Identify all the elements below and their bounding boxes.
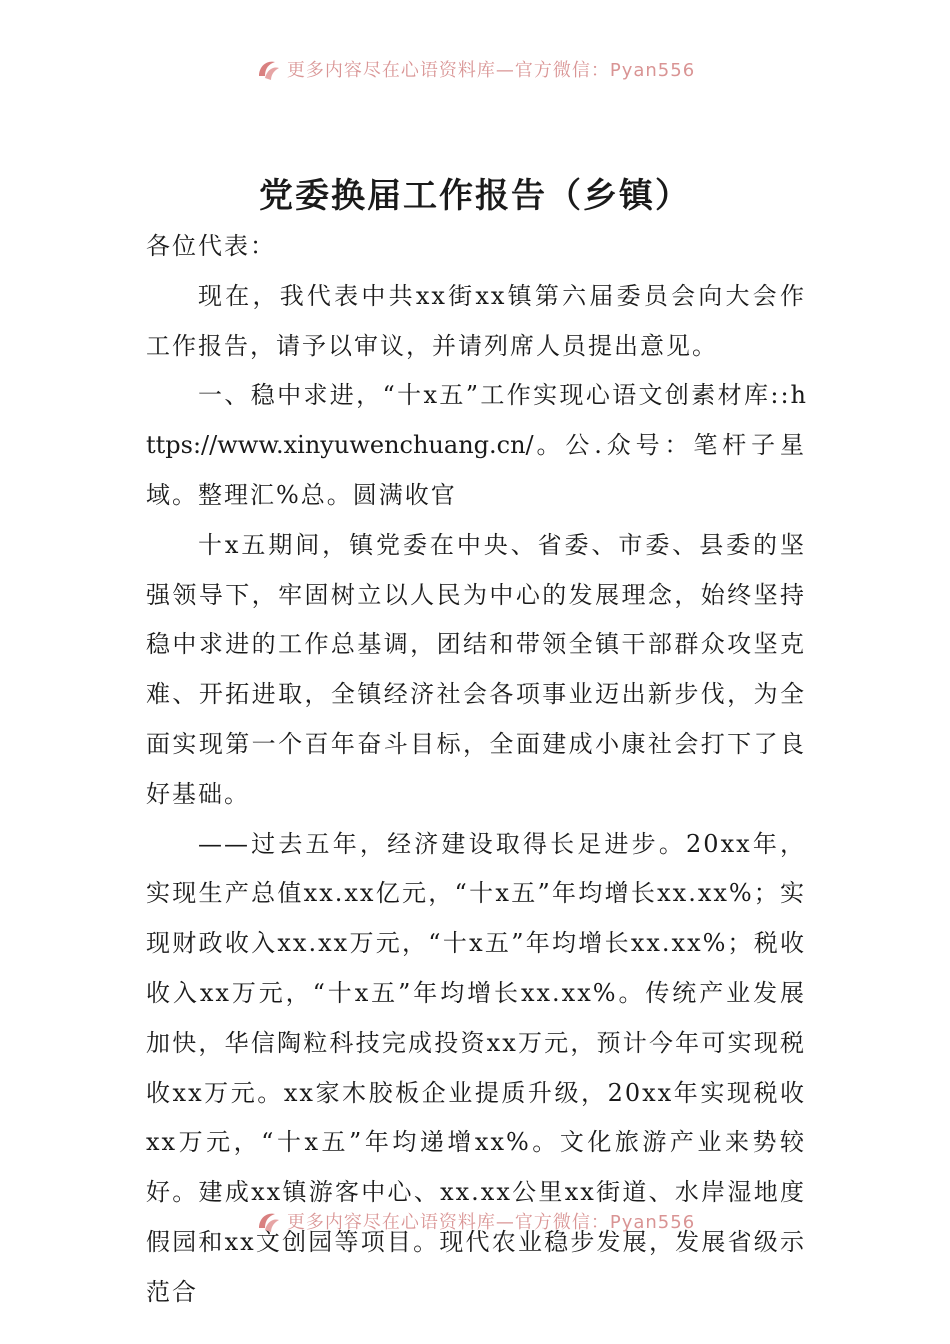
brand-logo-icon (255, 1208, 281, 1234)
section-heading-text: 一、稳中求进，“十x五”工作实现心语文创素材库:: (198, 381, 791, 410)
section-heading-1 (146, 371, 806, 520)
header-watermark-banner (0, 56, 950, 82)
header-banner-text: 更多内容尽在心语资料库—官方微信：Pyan556 (286, 60, 696, 81)
body-paragraph-2: ——过去五年，经济建设取得长足进步。20xx年，实现生产总值xx.xx亿元，“十x五”年均增长xx.xx%；实现财政收入xx.xx万元，“十x五”年均增长xx.xx%；税收收入xx万元，“十x五”年均增长xx.xx%。传统产业发展加快，华信陶粒科技完成投资xx万元，预计今年可实现税收xx万元。xx家木胶板企业提质升级，20xx年实现税收xx万元，“十x五”年均递增xx%。文化旅游产业来势较好。建成xx镇游客中心、xx.xx公里xx街道、水岸湿地度假园和xx文创园等项目。现代农业稳步发展，发展省级示范合 (146, 829, 806, 1306)
brand-logo-icon (255, 56, 281, 82)
salutation: 各位代表： (146, 232, 276, 260)
footer-banner-text: 更多内容尽在心语资料库—官方微信：Pyan556 (286, 1212, 696, 1233)
section-heading-suffix: 。公.众号：笔杆子星域。整理汇%总。圆满收官 (146, 431, 806, 509)
footer-watermark-banner (0, 1208, 950, 1234)
intro-paragraph: 现在，我代表中共xx街xx镇第六届委员会向大会作工作报告，请予以审议，并请列席人员提出意见。 (146, 281, 806, 360)
document-title: 党委换届工作报告（乡镇） (259, 176, 691, 216)
document-body (146, 222, 806, 1318)
section-heading-url: https://www.xinyuwenchuang.cn/ (146, 381, 806, 460)
body-paragraph-1: 十x五期间，镇党委在中央、省委、市委、县委的坚强领导下，牢固树立以人民为中心的发展理念，始终坚持稳中求进的工作总基调，团结和带领全镇干部群众攻坚克难、开拓进取，全镇经济社会各项事业迈出新步伐，为全面实现第一个百年奋斗目标，全面建成小康社会打下了良好基础。 (146, 530, 806, 808)
